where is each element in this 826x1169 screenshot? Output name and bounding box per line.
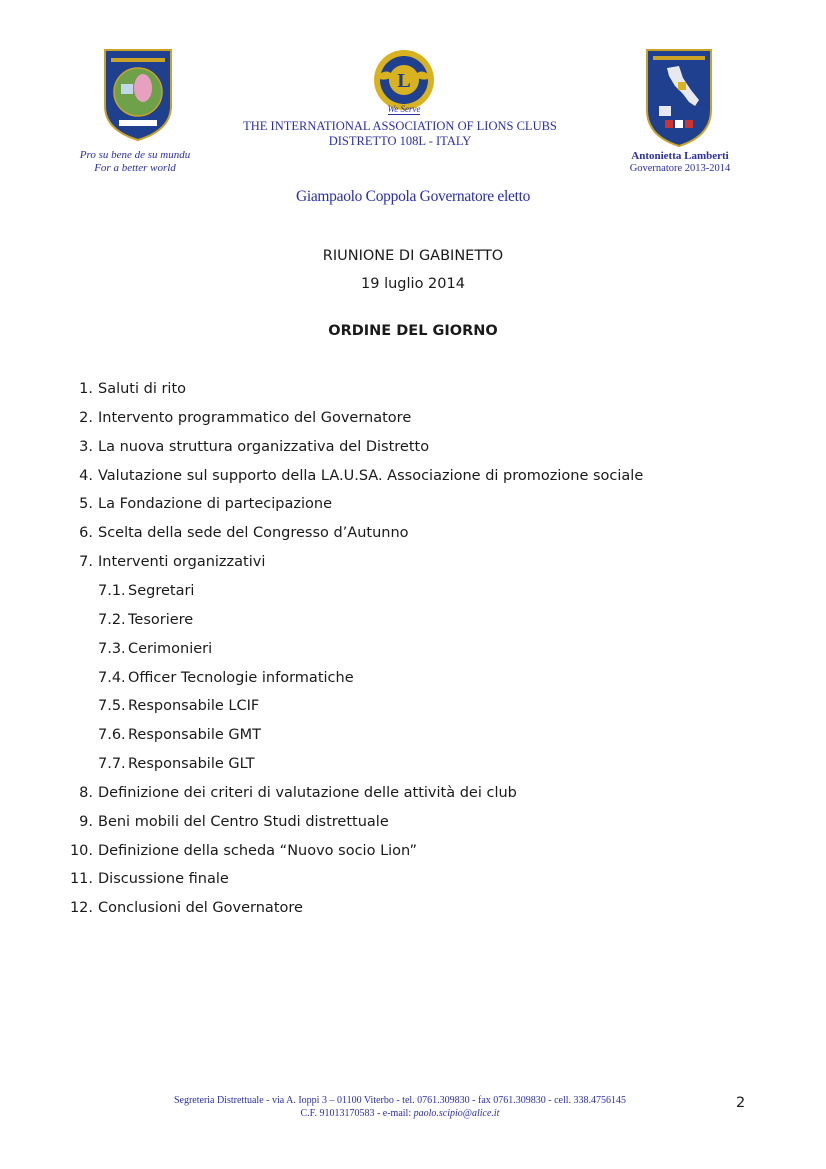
meeting-date: 19 luglio 2014: [361, 276, 465, 292]
agenda-item-number: 12.: [69, 900, 93, 917]
agenda-item-text: Definizione della scheda “Nuovo socio Lion”: [98, 842, 417, 859]
agenda-item-number: 11.: [69, 871, 93, 888]
agenda-item-text: Responsabile GMT: [128, 727, 261, 744]
agenda-item-number: 7.6.: [98, 727, 126, 744]
agenda-item-number: 3.: [79, 438, 93, 455]
svg-text:L: L: [397, 70, 411, 92]
agenda-item-text: Cerimonieri: [128, 640, 213, 657]
agenda-item-text: Officer Tecnologie informatiche: [128, 669, 354, 686]
agenda-item-number: 7.3.: [98, 640, 126, 657]
footer-contact: C.F. 91013170583 - e-mail: paolo.scipio@alice.it: [300, 1108, 500, 1119]
agenda-item-number: 5.: [79, 496, 93, 513]
district-shield-logo: [103, 48, 173, 142]
agenda-item-number: 10.: [69, 842, 93, 859]
agenda-item-text: Valutazione sul supporto della LA.U.SA. Associazione di promozione sociale: [98, 467, 644, 484]
agenda-item-number: 4.: [79, 467, 93, 484]
agenda-item-text: La nuova struttura organizzativa del Distretto: [98, 438, 430, 455]
left-motto-line2: For a better world: [94, 162, 176, 174]
agenda-item-number: 2.: [79, 409, 93, 426]
meeting-title: RIUNIONE DI GABINETTO: [322, 248, 504, 264]
footer-address: Segreteria Distrettuale - via A. Ioppi 3 – 01100 Viterbo - tel. 0761.309830 - fax 0761.309830 - cell. 338.4756145: [173, 1095, 627, 1106]
association-name: THE INTERNATIONAL ASSOCIATION OF LIONS CLUBS: [243, 119, 557, 133]
agenda-item-number: 9.: [79, 813, 93, 830]
agenda-item-text: Definizione dei criteri di valutazione delle attività dei club: [98, 784, 517, 801]
agenda-item-text: Scelta della sede del Congresso d’Autunno: [98, 525, 409, 542]
we-serve-tagline: We Serve: [387, 104, 421, 114]
agenda-item-number: 7.4.: [98, 669, 126, 686]
italy-map-shield-logo: [645, 48, 713, 148]
agenda-item-text: Responsabile GLT: [128, 756, 255, 773]
elected-governor-heading: Giampaolo Coppola Governatore eletto: [295, 188, 531, 205]
agenda-item-text: Interventi organizzativi: [98, 554, 266, 571]
agenda-item-text: Discussione finale: [98, 871, 229, 888]
agenda-item-number: 1.: [79, 381, 93, 397]
district-name: DISTRETTO 108L - ITALY: [328, 134, 472, 148]
agenda-item-number: 7.1.: [98, 582, 126, 599]
lions-international-logo: [372, 48, 436, 112]
agenda-item-number: 7.2.: [98, 611, 126, 628]
agenda-item-number: 7.7.: [98, 756, 126, 773]
agenda-title: ORDINE DEL GIORNO: [328, 323, 498, 339]
agenda-item-text: La Fondazione di partecipazione: [98, 496, 332, 513]
agenda-item-text: Conclusioni del Governatore: [98, 900, 303, 917]
page-number: 2: [736, 1095, 746, 1111]
agenda-item-number: 7.: [79, 554, 93, 571]
agenda-item-text: Responsabile LCIF: [128, 698, 260, 715]
agenda-item-text: Saluti di rito: [98, 381, 187, 397]
agenda-item-text: Segretari: [128, 582, 195, 599]
agenda-item-number: 8.: [79, 784, 93, 801]
agenda-item-number: 6.: [79, 525, 93, 542]
footer-email[interactable]: paolo.scipio@alice.it: [413, 1108, 500, 1119]
agenda-item-text: Tesoriere: [128, 611, 194, 628]
left-motto-line1: Pro su bene de su mundu: [79, 149, 191, 161]
governor-role: Governatore 2013-2014: [629, 163, 731, 174]
agenda-item-number: 7.5.: [98, 698, 126, 715]
agenda-item-text: Beni mobili del Centro Studi distrettuale: [98, 813, 389, 830]
agenda-item-text: Intervento programmatico del Governatore: [98, 409, 412, 426]
governor-name: Antonietta Lamberti: [631, 150, 729, 162]
